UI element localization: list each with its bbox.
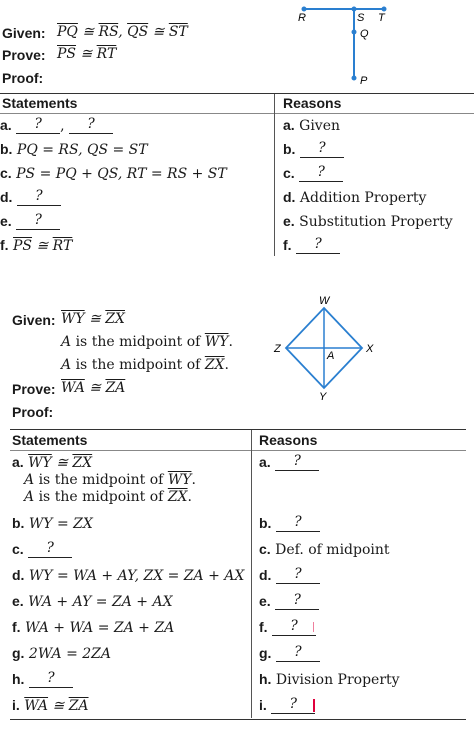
reason-row: d. ?: [259, 567, 320, 584]
statement-row: d. WY = WA + AY, ZX = ZA + AX: [12, 567, 245, 584]
statement-row: e. WA + AY = ZA + AX: [12, 593, 173, 610]
reasons-header: Reasons: [283, 95, 342, 111]
reasons-header: Reasons: [259, 432, 318, 448]
table-bottom-rule: [10, 719, 466, 720]
proof-label: Proof:: [12, 404, 54, 420]
reason-row: c. Def. of midpoint: [259, 541, 390, 558]
statement-row: b. WY = ZX: [12, 515, 93, 532]
statement-row: i. $\overline{WA}$ ≅ $\overline{ZA}$: [12, 697, 89, 714]
statements-header: Statements: [2, 95, 78, 111]
reason-row: a. Given: [283, 117, 341, 134]
column-divider: [251, 430, 252, 718]
point-s-label: S: [357, 12, 365, 24]
statement-row: f. $\overline{PS}$ ≅ $\overline{RT}$: [0, 237, 73, 254]
reason-row: g. ?: [259, 645, 320, 662]
prove-statement: $\overline{PS}$ ≅ $\overline{RT}$: [57, 46, 117, 62]
reason-row: a. ?: [259, 454, 319, 471]
reason-row: h. Division Property: [259, 671, 400, 688]
statement-row-continued: A is the midpoint of $\overline{WY}$.: [24, 472, 196, 488]
vertex-w-label: W: [319, 295, 330, 307]
given-statement: A is the midpoint of $\overline{WY}$.: [61, 334, 233, 350]
given-label: Given:: [12, 312, 56, 328]
point-t-label: T: [378, 12, 385, 24]
table-top-rule: [10, 429, 466, 430]
point-q-label: Q: [360, 28, 369, 40]
given-label: Given:: [2, 25, 46, 41]
statement-row: f. WA + WA = ZA + ZA: [12, 619, 175, 636]
vertex-y-label: Y: [319, 391, 327, 403]
statement-row: c. PS = PQ + QS, RT = RS + ST: [0, 165, 227, 182]
statement-row: h. ?: [12, 671, 73, 688]
column-divider: [274, 94, 275, 256]
prove-label: Prove:: [12, 381, 56, 397]
reason-row: i. ?: [259, 697, 315, 714]
midpoint-a-label: A: [327, 350, 335, 362]
point-r-label: R: [298, 12, 306, 24]
reason-row: e. ?: [259, 593, 319, 610]
point-p-label: P: [360, 75, 368, 87]
reason-row: f. ?: [283, 237, 340, 254]
reason-row: b. ?: [283, 141, 344, 158]
given-statement: $\overline{WY}$ ≅ $\overline{ZX}$: [61, 311, 125, 327]
red-mark: [313, 622, 314, 632]
reason-row: c. ?: [283, 165, 343, 182]
statement-row: d. ?: [0, 189, 61, 206]
rhombus-figure: [272, 290, 382, 408]
prove-label: Prove:: [2, 47, 46, 63]
reason-row: d. Addition Property: [283, 189, 427, 206]
reason-row: e. Substitution Property: [283, 213, 453, 230]
header-rule: [10, 450, 466, 451]
statement-row-continued: A is the midpoint of $\overline{ZX}$.: [24, 489, 192, 505]
statements-header: Statements: [12, 432, 88, 448]
statement-row: g. 2WA = 2ZA: [12, 645, 111, 662]
red-mark: [313, 699, 315, 712]
statement-row: b. PQ = RS, QS = ST: [0, 141, 148, 158]
statement-row: a. $\overline{WY}$ ≅ $\overline{ZX}$: [12, 454, 93, 471]
statement-row: a. ? , ?: [0, 117, 113, 134]
statement-row: c. ?: [12, 541, 72, 558]
segment-figure: [290, 0, 400, 92]
vertex-z-label: Z: [274, 343, 281, 355]
given-statement: $\overline{PQ}$ ≅ $\overline{RS}$, $\overline{QS}$ ≅ $\overline{ST}$: [57, 24, 188, 40]
given-statement: A is the midpoint of $\overline{ZX}$.: [61, 357, 229, 373]
header-rule: [0, 113, 474, 114]
reason-row: f. ?: [259, 619, 316, 636]
proof-label: Proof:: [2, 70, 44, 86]
table-top-rule: [0, 93, 474, 94]
vertex-x-label: X: [366, 343, 374, 355]
statement-row: e. ?: [0, 213, 60, 230]
reason-row: b. ?: [259, 515, 320, 532]
prove-statement: $\overline{WA}$ ≅ $\overline{ZA}$: [61, 380, 126, 396]
